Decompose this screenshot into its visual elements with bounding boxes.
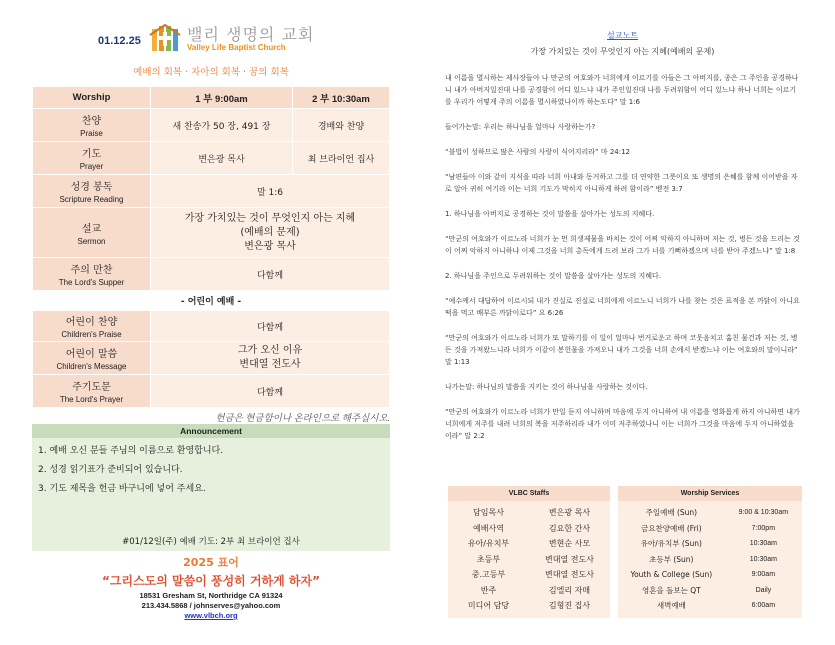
staff-person: 김형진 집사 [548,601,591,611]
col-header-service2: 2 부 10:30am [292,87,389,109]
service-row [618,505,802,521]
prayer-service2: 최 브라이언 집사 [292,142,389,175]
lords-prayer-label-ko: 주기도문 [72,382,111,393]
service-row [618,536,802,552]
lords-prayer-label [33,375,151,408]
announcement-item: 1. 예배 오신 분들 주님의 이름으로 환영합니다. [38,446,224,456]
service-row [618,567,802,583]
sermon-paragraph: “만군의 여호와가 이르노라 너희가 눈 먼 희생제물을 바치는 것이 어찌 악하지 아니하며 저는 것, 병든 것을 드리는 것이 어찌 악하지 아니하냐 이제 그것을 너희 총독에게 드려 보라 그가 너를 기뻐하겠으며 너를 받아 주겠느냐” 말 1:8 [445,235,800,255]
row-children-message [33,342,390,375]
staff-person: 김요한 간사 [548,523,591,533]
staff-role: 예배사역 [473,523,504,533]
church-motto: 예배의 회복 · 자아의 회복 · 꿈의 회복 [133,67,289,78]
staff-person: 변대열 전도사 [545,554,594,564]
service-name: Youth & College (Sun) [630,570,713,580]
services-list [618,501,802,618]
staff-box [448,486,610,618]
service-time: 9:00am [751,571,776,579]
scripture-label-en: Scripture Reading [59,195,124,204]
sermon-notes-title: 가장 가치있는 것이 무엇인지 아는 지혜(예배의 문제) [530,47,715,56]
worship-order-table [32,86,390,408]
church-website-link[interactable]: www.vlbch.org [184,611,238,620]
service-time: 10:30am [749,555,777,563]
sermon-label-en: Sermon [77,236,106,246]
offering-note: 헌금은 현금함이나 온라인으로 해주십시오. [215,414,390,424]
bulletin-front [32,18,390,620]
service-name: 주일예배 (Sun) [645,508,698,518]
church-name-korean: 밸리 생명의 교회 [187,25,315,44]
praise-label-en: Praise [80,129,103,138]
announcement-item: 2. 성경 읽기표가 준비되어 있습니다. [38,465,183,475]
sermon-paragraph: 내 이름을 멸시하는 제사장들아 나 만군의 여호와가 너희에게 이르기를 아들은 그 아버지를, 종은 그 주인을 공경하나니 내가 아버지일진대 나를 공경함이 어디 있느냐 내가 주인일진대 나를 두려워함이 어디 있느냐 하나 너희는 이르기를 우리가 어떻게 주의 이름을 멸시하였나이까 하는도다” 말 1:6 [445,74,799,106]
staff-role: 반주 [480,585,497,595]
staff-row [448,505,610,521]
scripture-label [33,175,151,208]
prayer-label-en: Prayer [79,162,104,171]
children-message-label [33,342,151,375]
prayer-label [33,142,151,175]
staff-person: 변대열 전도사 [545,570,594,580]
sermon-paragraph: “만군의 여호와가 이르노라 너희가 또 말하기를 이 일이 얼마나 번거로운고 하며 코웃음치고 훔친 물건과 저는 것, 병든 것을 가져왔느니라 너희가 이같이 봉헌물을 가져오니 내가 그것을 너희 손에서 받겠느냐 이는 여호와의 말이니라” 말 1:13 [445,334,798,366]
sermon-paragraph: 2. 하나님을 주인으로 두려워하는 것이 말씀을 살아가는 성도의 지혜다. [445,272,662,280]
sermon-paragraph: 나가는말: 하나님의 말씀을 지키는 것이 하나님을 사랑하는 것이다. [445,383,648,391]
sermon-subtitle: (예배의 문제) [240,226,300,238]
staff-role: 담임목사 [473,508,504,518]
service-row [618,598,802,614]
church-contact: 213.434.5868 / johnserves@yahoo.com [141,601,281,610]
bulletin-header [32,18,390,60]
table-header-row [33,87,390,109]
sermon-title: 가장 가치있는 것이 무엇인지 아는 지혜 [184,212,356,224]
sermon-preacher: 변은광 목사 [244,240,296,252]
sermon-label [33,208,151,258]
supper-label [33,258,151,291]
service-name: 금요찬양예배 (Fri) [641,523,702,533]
services-title: Worship Services [618,486,802,501]
sermon-paragraph: “불법이 성하므로 많은 사람의 사랑이 식어지리라” 마 24:12 [445,148,631,156]
church-name-english: Valley Life Baptist Church [187,43,286,52]
children-section-row [33,291,390,311]
staff-list [448,501,610,618]
staff-person: 김엘리 자매 [548,585,591,595]
services-box [618,486,802,618]
children-praise-label-en: Children's Praise [61,330,122,339]
church-address: 18531 Gresham St, Northridge CA 91324 [139,591,283,600]
praise-service2: 경배와 찬양 [292,109,389,142]
staff-person: 변현순 사모 [548,539,591,549]
sermon-paragraph: 들어가는말: 우리는 하나님을 얼마나 사랑하는가? [445,123,596,131]
children-praise-label [33,311,151,342]
row-supper [33,258,390,291]
supper-label-ko: 주의 만찬 [70,265,113,276]
staff-row [448,552,610,568]
sermon-value [151,208,390,258]
staff-role: 미디어 담당 [467,601,510,611]
staff-row [448,598,610,614]
children-praise-value: 다함께 [151,311,390,342]
scripture-value: 말 1:6 [151,175,390,208]
sermon-paragraph: “만군의 여호와가 이르노라 너희가 만일 듣지 아니하며 마음에 두지 아니하여 내 이름을 영화롭게 하지 아니하면 내가 너희에게 저주를 내려 너희의 복을 저주하리라 내가 이미 저주하였나니 이는 너희가 그것을 마음에 두지 아니하였음이라” 말 2:2 [445,408,800,440]
service-row [618,552,802,568]
announcement-item: 3. 기도 제목을 헌금 바구니에 넣어 주세요. [38,484,206,494]
service-time: Daily [755,586,772,594]
staff-row [448,567,610,583]
staff-person: 변은광 목사 [548,508,591,518]
staff-role: 초등부 [476,554,501,564]
service-time: 6:00am [751,602,776,610]
scripture-label-ko: 성경 봉독 [70,182,113,193]
row-lords-prayer [33,375,390,408]
supper-value: 다함께 [151,258,390,291]
sermon-paragraph: “예수께서 대답하여 이르시되 내가 진실로 진실로 너희에게 이르노니 너희가 나를 찾는 것은 표적을 본 까닭이 아니요 떡을 먹고 배부른 까닭이로다” 요 6:26 [445,297,800,317]
praise-label [33,109,151,142]
children-message-label-ko: 어린이 말씀 [65,349,118,360]
staff-row [448,521,610,537]
service-name: 새벽예배 [656,601,686,611]
service-name: 유아/유치부 (Sun) [640,539,702,549]
staff-row [448,583,610,599]
year-slogan: “그리스도의 말씀이 풍성히 거하게 하자” [102,574,320,588]
bulletin-date: 01.12.25 [98,35,141,47]
service-row [618,521,802,537]
prayer-service1: 변은광 목사 [151,142,293,175]
supper-label-en: The Lord's Supper [58,278,125,287]
lords-prayer-label-en: The Lord's Prayer [59,395,124,404]
service-time: 9:00 & 10:30am [738,509,789,517]
row-scripture [33,175,390,208]
praise-label-ko: 찬양 [81,116,102,127]
church-logo-icon [148,23,182,53]
staff-row [448,536,610,552]
staff-role: 중.고등부 [471,570,506,580]
service-time: 7:00pm [751,524,776,532]
children-section-title: - 어린이 예배 - [33,291,390,311]
sermon-paragraph: “남편들아 이와 같이 지식을 따라 너희 아내와 동거하고 그를 더 연약한 그릇이요 또 생명의 은혜를 함께 이어받을 자로 알아 귀히 여기라 이는 너희 기도가 막히지 아니하게 하려 함이라” 벧전 3:7 [445,173,798,193]
col-header-service1: 1 부 9:00am [151,87,293,109]
lords-prayer-value: 다함께 [151,375,390,408]
sermon-paragraph: 1. 하나님을 아버지로 공경하는 것이 말씀을 살아가는 성도의 지혜다. [445,210,655,218]
announcement-body [32,438,390,551]
row-children-praise [33,311,390,342]
sermon-label-ko: 설교 [81,223,102,235]
service-name: 초등부 (Sun) [649,554,694,564]
staff-title: VLBC Staffs [448,486,610,501]
service-time: 10:30am [749,540,777,548]
row-praise [33,109,390,142]
prayer-label-ko: 기도 [81,149,102,160]
children-message-value [151,342,390,375]
announcement-title: Announcement [32,424,390,438]
children-message-title: 그가 오신 이유 [237,345,303,356]
row-prayer [33,142,390,175]
children-praise-label-ko: 어린이 찬양 [65,317,118,328]
sermon-notes-label: 설교노트 [607,31,638,40]
staff-role: 유아/유치부 [467,539,510,549]
children-message-label-en: Children's Message [56,362,127,371]
children-message-speaker: 변대열 전도사 [239,359,301,370]
praise-service1: 새 찬송가 50 장, 491 장 [151,109,293,142]
row-sermon [33,208,390,258]
service-name: 영혼을 돌보는 QT [641,585,701,595]
prayer-schedule-line: #01/12일(주) 예배 기도: 2부 최 브라이언 집사 [122,537,300,547]
sermon-notes [445,30,800,455]
year-motto-title: 2025 표어 [183,556,239,569]
col-header-worship: Worship [33,87,151,109]
service-row [618,583,802,599]
